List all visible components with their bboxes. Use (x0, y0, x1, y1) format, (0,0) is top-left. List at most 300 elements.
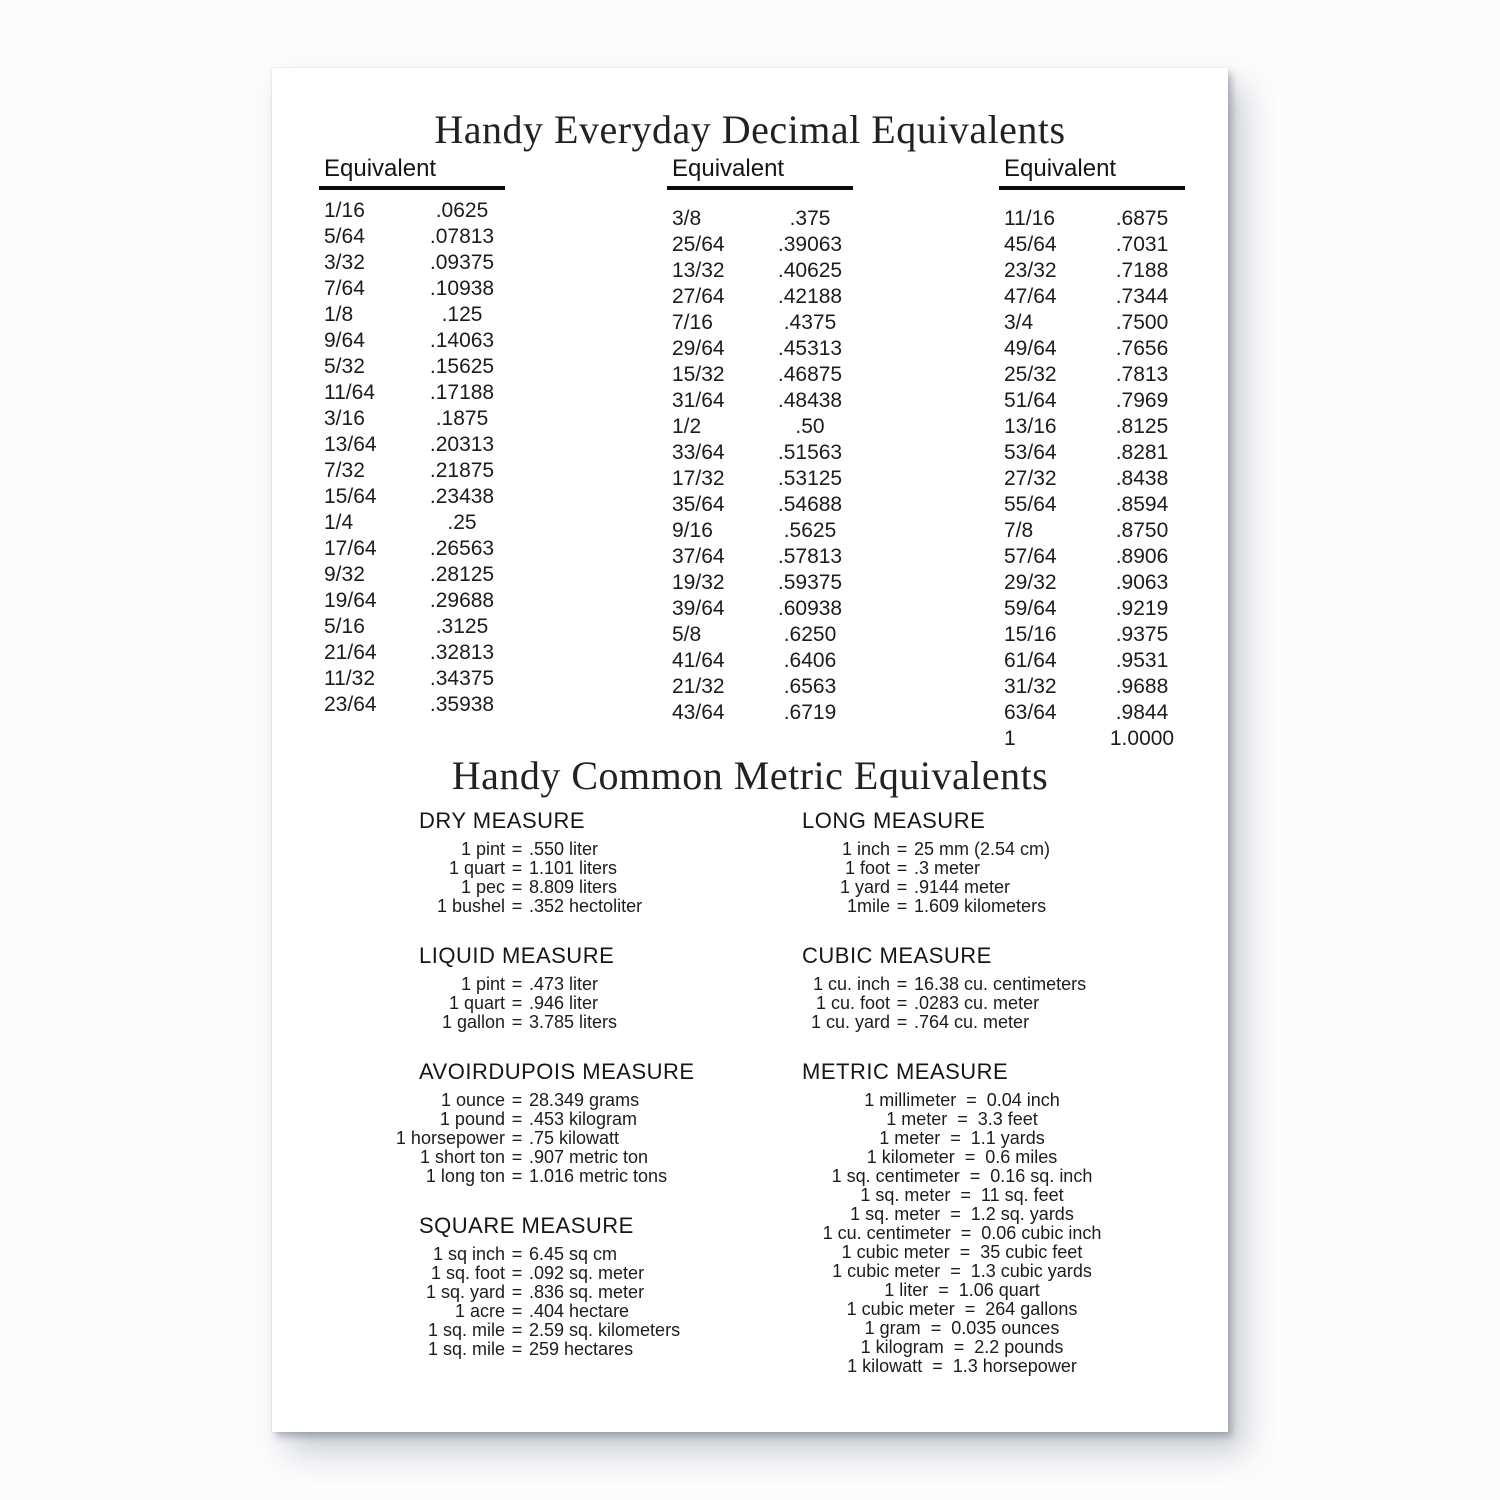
metric-table-title: Handy Common Metric Equivalents (451, 753, 1049, 798)
conversion-lhs: 1 pound (439, 1109, 505, 1129)
equivalent-row (667, 206, 865, 232)
equivalent-row (667, 596, 865, 622)
conversion-rhs: 35 cubic feet (980, 1242, 1083, 1262)
conversion-rhs: 16.38 cu. centimeters (914, 974, 1087, 994)
equivalent-row (319, 302, 517, 328)
conversion-rhs: 11 sq. feet (980, 1185, 1064, 1205)
conversion-rhs: 25 mm (2.54 cm) (914, 839, 1051, 859)
equivalents-list (999, 206, 1197, 752)
equivalent-row (667, 622, 865, 648)
conversion-lhs: 1 gram (864, 1318, 921, 1338)
conversion-line (393, 1245, 779, 1264)
equals-sign: = (511, 877, 523, 897)
conversion-rhs: 8.809 liters (529, 877, 618, 897)
conversion-rhs: 0.06 cubic inch (981, 1223, 1102, 1243)
decimal-value: .9375 (1115, 623, 1169, 646)
conversion-list (802, 1091, 1162, 1376)
fraction-value: 33/64 (672, 441, 725, 464)
conversion-line (802, 1262, 1122, 1281)
decimal-value: .7656 (1115, 337, 1169, 360)
fraction-value: 1 (1004, 727, 1016, 750)
decimal-value: .09375 (429, 251, 495, 274)
fraction-value: 5/64 (324, 225, 365, 248)
decimal-value: .6250 (783, 623, 837, 646)
decimal-value: .8125 (1115, 415, 1169, 438)
equivalent-row (667, 492, 865, 518)
decimal-value: .7969 (1115, 389, 1169, 412)
fraction-value: 5/32 (324, 355, 365, 378)
decimal-value: .15625 (429, 355, 495, 378)
decimal-value: .35938 (429, 693, 495, 716)
conversion-line (393, 897, 779, 916)
conversion-lhs: 1 kilowatt (847, 1356, 923, 1376)
decimal-value: .125 (441, 303, 483, 326)
equals-sign: = (938, 1280, 949, 1300)
equals-sign: = (511, 993, 523, 1013)
conversion-rhs: 2.59 sq. kilometers (529, 1320, 681, 1340)
conversion-lhs: 1 cu. centimeter (822, 1223, 951, 1243)
fraction-value: 21/32 (672, 675, 725, 698)
equals-sign: = (930, 1318, 942, 1338)
conversion-rhs: 2.2 pounds (974, 1337, 1064, 1357)
decimal-value: .3125 (435, 615, 489, 638)
decimal-value: .10938 (429, 277, 495, 300)
decimal-value: .9844 (1115, 701, 1169, 724)
decimal-column-3 (999, 156, 1197, 752)
column-header: Equivalent (672, 155, 785, 182)
conversion-rhs: 3.3 feet (977, 1109, 1038, 1129)
equals-sign: = (960, 1223, 972, 1243)
fraction-value: 15/64 (324, 485, 377, 508)
equals-sign: = (896, 974, 908, 994)
equivalent-row (667, 440, 865, 466)
fraction-value: 31/64 (672, 389, 725, 412)
fraction-value: 15/32 (672, 363, 725, 386)
conversion-lhs: 1 cubic meter (846, 1299, 955, 1319)
decimal-value: .28125 (429, 563, 495, 586)
decimal-value: .4375 (783, 311, 837, 334)
conversion-rhs: .75 kilowatt (529, 1128, 620, 1148)
decimal-value: .8750 (1115, 519, 1169, 542)
fraction-value: 43/64 (672, 701, 725, 724)
conversion-lhs: 1 acre (454, 1301, 505, 1321)
conversion-line (393, 1129, 779, 1148)
fraction-value: 3/32 (324, 251, 365, 274)
conversion-rhs: 1.609 kilometers (914, 896, 1047, 916)
decimal-value: .54688 (777, 493, 843, 516)
conversion-lhs: 1 sq. centimeter (831, 1166, 960, 1186)
conversion-line (802, 1186, 1122, 1205)
conversion-rhs: .550 liter (529, 839, 599, 859)
equals-sign: = (950, 1261, 961, 1281)
equivalent-row (667, 700, 865, 726)
equivalent-row (999, 648, 1197, 674)
equals-sign: = (932, 1356, 943, 1376)
equals-sign: = (511, 974, 523, 994)
conversion-rhs: .764 cu. meter (914, 1012, 1030, 1032)
fraction-value: 27/64 (672, 285, 725, 308)
decimal-value: .17188 (429, 381, 495, 404)
conversion-lhs: 1 sq. mile (427, 1320, 505, 1340)
conversion-lhs: 1 sq. yard (425, 1282, 505, 1302)
decimal-value: .42188 (777, 285, 843, 308)
equivalent-row (999, 310, 1197, 336)
equivalent-row (667, 310, 865, 336)
equals-sign: = (960, 1185, 971, 1205)
fraction-value: 7/8 (1004, 519, 1034, 542)
fraction-value: 39/64 (672, 597, 725, 620)
decimal-value: .51563 (777, 441, 843, 464)
fraction-value: 25/64 (672, 233, 725, 256)
fraction-value: 11/64 (324, 381, 375, 404)
conversion-rhs: 1.2 sq. yards (970, 1204, 1074, 1224)
equivalent-row (319, 510, 517, 536)
decimal-value: .21875 (429, 459, 495, 482)
equals-sign: = (950, 1204, 961, 1224)
conversion-lhs: 1 kilometer (866, 1147, 955, 1167)
decimal-value: .7500 (1115, 311, 1169, 334)
fraction-value: 45/64 (1004, 233, 1057, 256)
conversion-lhs: 1mile (846, 896, 890, 916)
conversion-line (393, 1283, 779, 1302)
equivalent-row (667, 648, 865, 674)
equals-sign: = (511, 1166, 523, 1186)
decimal-value: 1.0000 (1109, 727, 1175, 750)
measure-section (419, 943, 779, 1032)
conversion-rhs: .092 sq. meter (529, 1263, 645, 1283)
fraction-value: 27/32 (1004, 467, 1057, 490)
measure-section-heading: DRY MEASURE (419, 808, 586, 833)
fraction-value: 11/16 (1004, 207, 1055, 230)
equals-sign: = (511, 1339, 523, 1359)
decimal-value: .0625 (435, 199, 489, 222)
conversion-rhs: 0.04 inch (986, 1090, 1060, 1110)
equals-sign: = (896, 877, 908, 897)
conversion-lhs: 1 liter (884, 1280, 929, 1300)
equivalent-row (999, 232, 1197, 258)
column-header-underline (319, 186, 505, 190)
equivalent-row (999, 492, 1197, 518)
metric-left-column (395, 808, 779, 1386)
decimal-value: .45313 (777, 337, 843, 360)
fraction-value: 15/16 (1004, 623, 1057, 646)
equivalent-row (667, 336, 865, 362)
fraction-value: 29/32 (1004, 571, 1057, 594)
equivalent-row (319, 640, 517, 666)
equivalent-row (319, 666, 517, 692)
equivalent-row (999, 570, 1197, 596)
conversion-line (802, 1243, 1122, 1262)
equivalent-row (667, 466, 865, 492)
decimal-value: .8281 (1115, 441, 1169, 464)
equals-sign: = (511, 1244, 523, 1264)
decimal-value: .14063 (429, 329, 495, 352)
conversion-lhs: 1 meter (886, 1109, 948, 1129)
conversion-line (802, 1205, 1122, 1224)
fraction-value: 25/32 (1004, 363, 1057, 386)
conversion-line (393, 840, 779, 859)
equals-sign: = (896, 896, 908, 916)
conversion-rhs: .352 hectoliter (529, 896, 643, 916)
equivalent-row (667, 414, 865, 440)
decimal-value: .34375 (429, 667, 495, 690)
reference-card (272, 68, 1228, 1432)
equivalent-row (999, 518, 1197, 544)
equivalent-row (319, 458, 517, 484)
equivalents-list (319, 198, 517, 718)
decimal-column-1 (319, 156, 517, 718)
decimal-value: .9688 (1115, 675, 1169, 698)
conversion-line (802, 840, 1162, 859)
conversion-lhs: 1 gallon (441, 1012, 505, 1032)
conversion-rhs: 1.101 liters (529, 858, 618, 878)
decimal-value: .6719 (783, 701, 837, 724)
decimal-value: .6563 (783, 675, 837, 698)
decimal-value: .40625 (777, 259, 843, 282)
equivalents-list (667, 206, 865, 726)
conversion-line (393, 1110, 779, 1129)
equals-sign: = (511, 1012, 523, 1032)
conversion-lhs: 1 long ton (425, 1166, 505, 1186)
measure-section (419, 1213, 779, 1359)
conversion-lhs: 1 yard (839, 877, 890, 897)
conversion-rhs: 1.06 quart (958, 1280, 1040, 1300)
equivalent-row (999, 700, 1197, 726)
equivalent-row (667, 518, 865, 544)
fraction-value: 3/8 (672, 207, 702, 230)
fraction-value: 35/64 (672, 493, 725, 516)
equivalent-row (319, 536, 517, 562)
equivalent-row (319, 562, 517, 588)
equivalent-row (999, 466, 1197, 492)
conversion-rhs: 0.16 sq. inch (990, 1166, 1093, 1186)
conversion-rhs: .9144 meter (914, 877, 1011, 897)
fraction-value: 9/64 (324, 329, 365, 352)
conversion-rhs: .907 metric ton (529, 1147, 649, 1167)
fraction-value: 1/4 (324, 511, 354, 534)
fraction-value: 19/64 (324, 589, 377, 612)
conversion-rhs: 0.6 miles (985, 1147, 1058, 1167)
conversion-line (393, 1302, 779, 1321)
conversion-line (393, 975, 779, 994)
decimal-value: .59375 (777, 571, 843, 594)
conversion-line (393, 1340, 779, 1359)
decimal-value: .50 (795, 415, 825, 438)
decimal-value: .07813 (429, 225, 495, 248)
conversion-line (802, 1148, 1122, 1167)
measure-section-heading: LONG MEASURE (802, 808, 986, 833)
decimal-value: .8438 (1115, 467, 1169, 490)
conversion-line (393, 1167, 779, 1186)
conversion-rhs: 3.785 liters (529, 1012, 618, 1032)
decimal-value: .39063 (777, 233, 843, 256)
decimal-value: .9531 (1115, 649, 1169, 672)
equivalent-row (667, 674, 865, 700)
conversion-line (802, 1091, 1122, 1110)
equals-sign: = (511, 1282, 523, 1302)
conversion-list (802, 975, 1162, 1032)
decimal-value: .8594 (1115, 493, 1169, 516)
measure-section-heading: CUBIC MEASURE (802, 943, 992, 968)
decimal-value: .60938 (777, 597, 843, 620)
conversion-rhs: 6.45 sq cm (529, 1244, 618, 1264)
conversion-line (802, 1300, 1122, 1319)
fraction-value: 21/64 (324, 641, 377, 664)
decimal-value: .20313 (429, 433, 495, 456)
conversion-lhs: 1 sq inch (432, 1244, 505, 1264)
decimal-value: .32813 (429, 641, 495, 664)
fraction-value: 53/64 (1004, 441, 1057, 464)
measure-section (419, 808, 779, 916)
conversion-lhs: 1 pint (460, 839, 505, 859)
column-header-underline (999, 186, 1185, 190)
equivalent-row (319, 328, 517, 354)
decimal-value: .6875 (1115, 207, 1169, 230)
conversion-line (802, 1129, 1122, 1148)
conversion-rhs: 28.349 grams (529, 1090, 640, 1110)
conversion-list (419, 1245, 779, 1359)
equivalent-row (999, 258, 1197, 284)
conversion-lhs: 1 short ton (419, 1147, 505, 1167)
decimal-value: .9063 (1115, 571, 1169, 594)
conversion-lhs: 1 kilogram (860, 1337, 944, 1357)
conversion-list (419, 975, 779, 1032)
fraction-value: 3/4 (1004, 311, 1034, 334)
conversion-rhs: .404 hectare (529, 1301, 630, 1321)
equivalent-row (667, 570, 865, 596)
conversion-list (802, 840, 1162, 916)
fraction-value: 61/64 (1004, 649, 1057, 672)
equals-sign: = (511, 1320, 523, 1340)
equals-sign: = (511, 1109, 523, 1129)
conversion-lhs: 1 quart (448, 993, 505, 1013)
conversion-lhs: 1 pint (460, 974, 505, 994)
decimal-value: .7188 (1115, 259, 1169, 282)
fraction-value: 23/32 (1004, 259, 1057, 282)
equivalent-row (319, 484, 517, 510)
conversion-list (419, 840, 779, 916)
conversion-rhs: 1.016 metric tons (529, 1166, 668, 1186)
equals-sign: = (959, 1242, 971, 1262)
conversion-line (393, 1321, 779, 1340)
equivalent-row (999, 414, 1197, 440)
equivalent-row (667, 284, 865, 310)
fraction-value: 55/64 (1004, 493, 1057, 516)
column-header: Equivalent (1004, 155, 1117, 182)
fraction-value: 29/64 (672, 337, 725, 360)
conversion-line (393, 1091, 779, 1110)
conversion-lhs: 1 sq. meter (860, 1185, 951, 1205)
fraction-value: 9/16 (672, 519, 713, 542)
conversion-lhs: 1 sq. meter (850, 1204, 941, 1224)
fraction-value: 57/64 (1004, 545, 1057, 568)
conversion-line (802, 994, 1162, 1013)
fraction-value: 51/64 (1004, 389, 1057, 412)
equivalent-row (667, 362, 865, 388)
conversion-rhs: .0283 cu. meter (914, 993, 1040, 1013)
decimal-value: .8906 (1115, 545, 1169, 568)
conversion-lhs: 1 cu. yard (810, 1012, 890, 1032)
decimal-value: .375 (789, 207, 831, 230)
equals-sign: = (964, 1147, 976, 1167)
decimal-value: .9219 (1115, 597, 1169, 620)
equals-sign: = (896, 1012, 908, 1032)
fraction-value: 59/64 (1004, 597, 1057, 620)
decimal-value: .23438 (429, 485, 495, 508)
equals-sign: = (969, 1166, 981, 1186)
equivalent-row (319, 276, 517, 302)
conversion-lhs: 1 meter (879, 1128, 941, 1148)
fraction-value: 49/64 (1004, 337, 1057, 360)
equivalent-row (999, 362, 1197, 388)
fraction-value: 63/64 (1004, 701, 1057, 724)
measure-section-heading: LIQUID MEASURE (419, 943, 615, 968)
metric-right-column (802, 808, 1162, 1403)
measure-section (802, 943, 1162, 1032)
equivalent-row (999, 596, 1197, 622)
fraction-value: 13/32 (672, 259, 725, 282)
conversion-line (393, 1013, 779, 1032)
equivalent-row (319, 224, 517, 250)
equivalent-row (319, 614, 517, 640)
conversion-rhs: .453 kilogram (529, 1109, 638, 1129)
conversion-lhs: 1 horsepower (395, 1128, 505, 1148)
equivalent-row (999, 726, 1197, 752)
fraction-value: 17/64 (324, 537, 377, 560)
fraction-value: 13/16 (1004, 415, 1057, 438)
equals-sign: = (966, 1090, 977, 1110)
conversion-rhs: .473 liter (529, 974, 599, 994)
fraction-value: 13/64 (324, 433, 377, 456)
conversion-line (802, 1319, 1122, 1338)
equals-sign: = (511, 1128, 523, 1148)
fraction-value: 7/64 (324, 277, 365, 300)
fraction-value: 31/32 (1004, 675, 1057, 698)
conversion-lhs: 1 foot (844, 858, 890, 878)
conversion-line (802, 1281, 1122, 1300)
conversion-lhs: 1 bushel (436, 896, 505, 916)
equals-sign: = (511, 896, 523, 916)
equals-sign: = (957, 1109, 968, 1129)
decimal-value: .1875 (435, 407, 489, 430)
conversion-line (802, 859, 1162, 878)
fraction-value: 1/16 (324, 199, 365, 222)
conversion-lhs: 1 sq. mile (427, 1339, 505, 1359)
column-header: Equivalent (324, 155, 437, 182)
fraction-value: 1/2 (672, 415, 702, 438)
measure-section-heading: AVOIRDUPOIS MEASURE (419, 1059, 695, 1084)
equals-sign: = (511, 858, 523, 878)
decimal-value: .29688 (429, 589, 495, 612)
fraction-value: 11/32 (324, 667, 375, 690)
equivalent-row (667, 388, 865, 414)
conversion-line (802, 1338, 1122, 1357)
fraction-value: 7/16 (672, 311, 713, 334)
equals-sign: = (964, 1299, 976, 1319)
equivalent-row (667, 544, 865, 570)
conversion-lhs: 1 millimeter (864, 1090, 957, 1110)
equivalent-row (667, 258, 865, 284)
equivalent-row (999, 544, 1197, 570)
conversion-rhs: .3 meter (914, 858, 981, 878)
measure-section (802, 808, 1162, 916)
conversion-lhs: 1 cubic meter (841, 1242, 950, 1262)
conversion-lhs: 1 quart (448, 858, 505, 878)
equivalent-row (999, 440, 1197, 466)
fraction-value: 19/32 (672, 571, 725, 594)
conversion-lhs: 1 cu. inch (812, 974, 890, 994)
conversion-rhs: 1.1 yards (970, 1128, 1045, 1148)
